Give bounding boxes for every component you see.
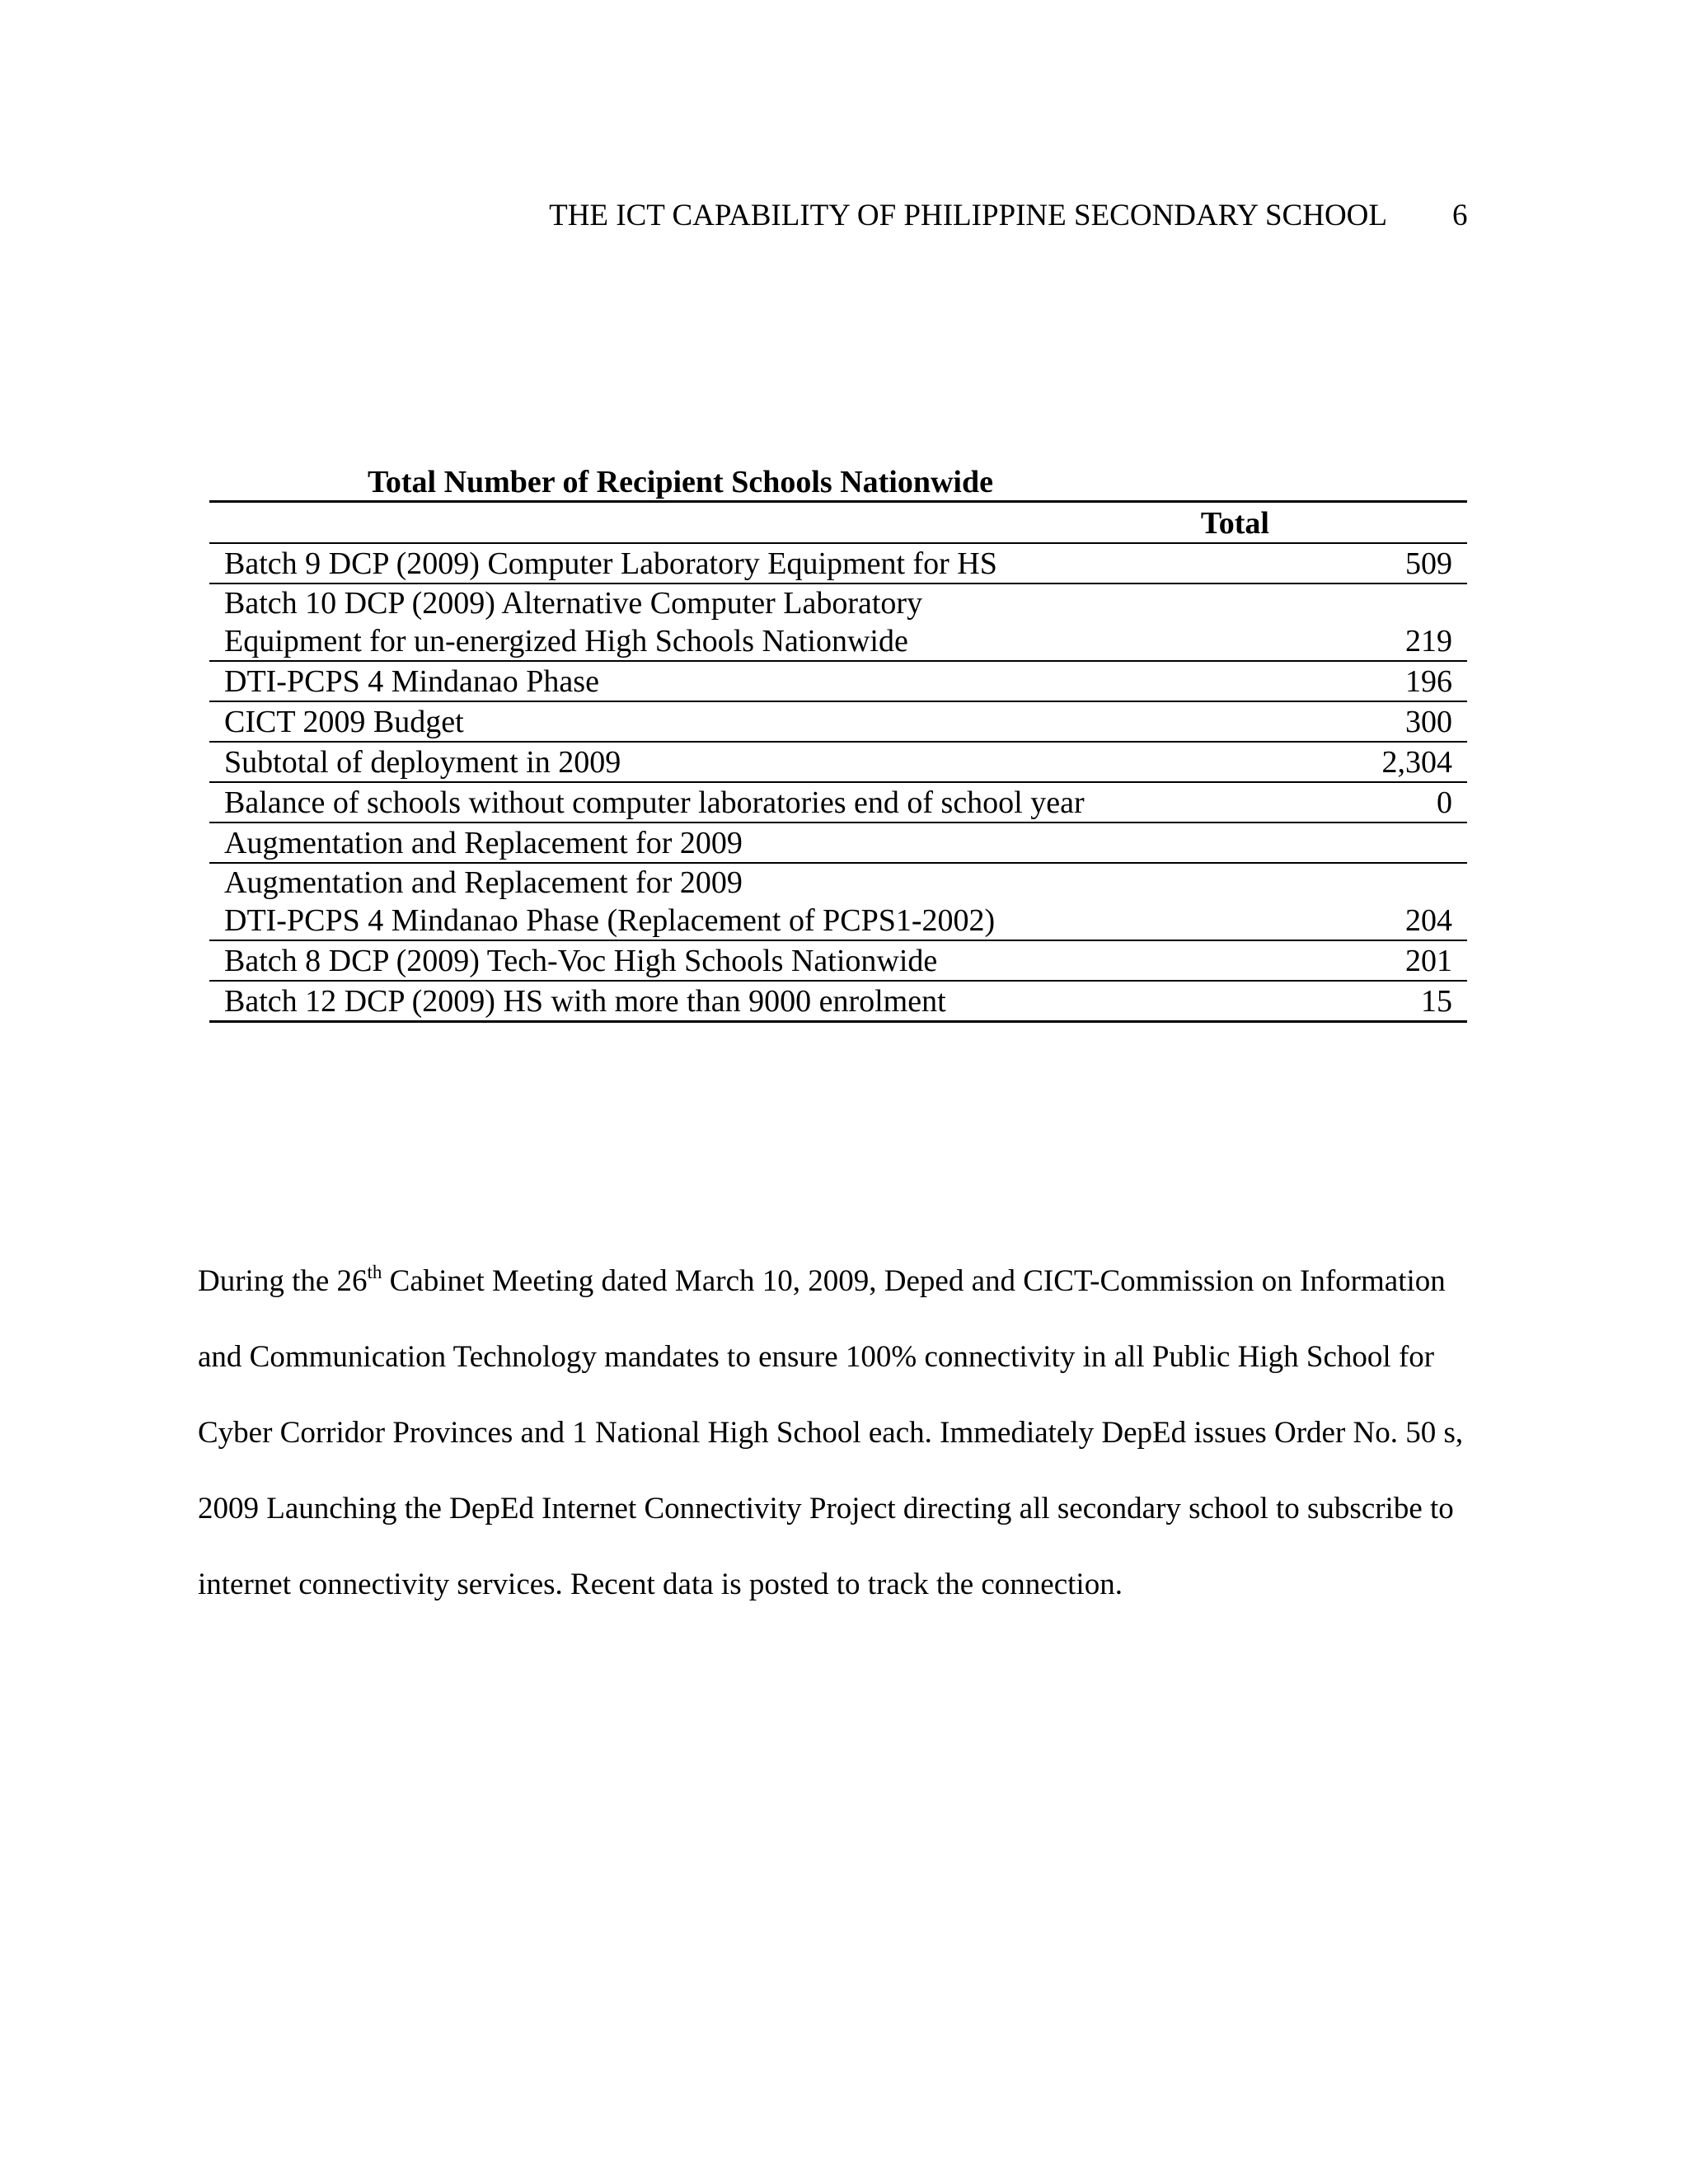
recipient-schools-table <box>209 500 1467 1023</box>
row-label-line: Batch 12 DCP (2009) HS with more than 9000 enrolment <box>224 984 946 1019</box>
row-value: 219 <box>1287 583 1467 661</box>
row-label-line: Augmentation and Replacement for 2009 <box>224 865 743 900</box>
table-row <box>209 701 1467 742</box>
row-label-line: Augmentation and Replacement for 2009 <box>224 826 743 860</box>
body-paragraph <box>198 1244 1484 1623</box>
paragraph-text-start: During the 26 <box>198 1264 368 1298</box>
row-label <box>209 742 1287 782</box>
table-header-row <box>209 502 1467 544</box>
row-label <box>209 583 1287 661</box>
row-label <box>209 981 1287 1022</box>
row-label <box>209 701 1287 742</box>
row-value: 0 <box>1287 782 1467 823</box>
table-row <box>209 782 1467 823</box>
row-label <box>209 661 1287 701</box>
ordinal-superscript: th <box>367 1262 382 1282</box>
row-value: 300 <box>1287 701 1467 742</box>
row-label <box>209 823 1287 863</box>
total-column-header: Total <box>209 502 1467 544</box>
page-number: 6 <box>1452 199 1468 232</box>
row-value: 509 <box>1287 543 1467 583</box>
table-body <box>209 543 1467 1022</box>
row-value: 204 <box>1287 863 1467 940</box>
row-label-line: DTI-PCPS 4 Mindanao Phase <box>224 664 599 699</box>
running-head: THE ICT CAPABILITY OF PHILIPPINE SECONDARY SCHOOL <box>549 199 1387 232</box>
row-value <box>1287 823 1467 863</box>
row-label-line: DTI-PCPS 4 Mindanao Phase (Replacement of PCPS1-2002) <box>224 903 996 938</box>
row-label <box>209 782 1287 823</box>
row-label-line: CICT 2009 Budget <box>224 705 464 739</box>
table-row <box>209 981 1467 1022</box>
table-row <box>209 661 1467 701</box>
row-label <box>209 543 1287 583</box>
row-label <box>209 863 1287 940</box>
table-row <box>209 543 1467 583</box>
table-title: Total Number of Recipient Schools Nationwide <box>368 465 993 499</box>
row-label-line: Batch 8 DCP (2009) Tech-Voc High Schools Nationwide <box>224 944 938 978</box>
table-row <box>209 742 1467 782</box>
table-row <box>209 940 1467 981</box>
table-row <box>209 823 1467 863</box>
row-label-line: Batch 9 DCP (2009) Computer Laboratory Equipment for HS <box>224 546 997 581</box>
row-value: 201 <box>1287 940 1467 981</box>
table-row <box>209 863 1467 940</box>
row-value: 2,304 <box>1287 742 1467 782</box>
row-value: 15 <box>1287 981 1467 1022</box>
row-label <box>209 940 1287 981</box>
row-label-line: Balance of schools without computer laboratories end of school year <box>224 785 1085 820</box>
table-row <box>209 583 1467 661</box>
row-label-line: Equipment for un-energized High Schools Nationwide <box>224 624 908 658</box>
row-value: 196 <box>1287 661 1467 701</box>
row-label-line: Batch 10 DCP (2009) Alternative Computer Laboratory <box>224 586 923 621</box>
paragraph-text-rest: Cabinet Meeting dated March 10, 2009, Deped and CICT-Commission on Information and Communication Technology mandates to ensure 100% connectivity in all Public High School for Cyber Corridor Provinces and 1 National High School each. Immediately DepEd issues Order No. 50 s, 2009 Launching the DepEd Internet Connectivity Project directing all secondary school to subscribe to internet connectivity services. Recent data is posted to track the connection. <box>198 1264 1464 1601</box>
row-label-line: Subtotal of deployment in 2009 <box>224 745 621 780</box>
